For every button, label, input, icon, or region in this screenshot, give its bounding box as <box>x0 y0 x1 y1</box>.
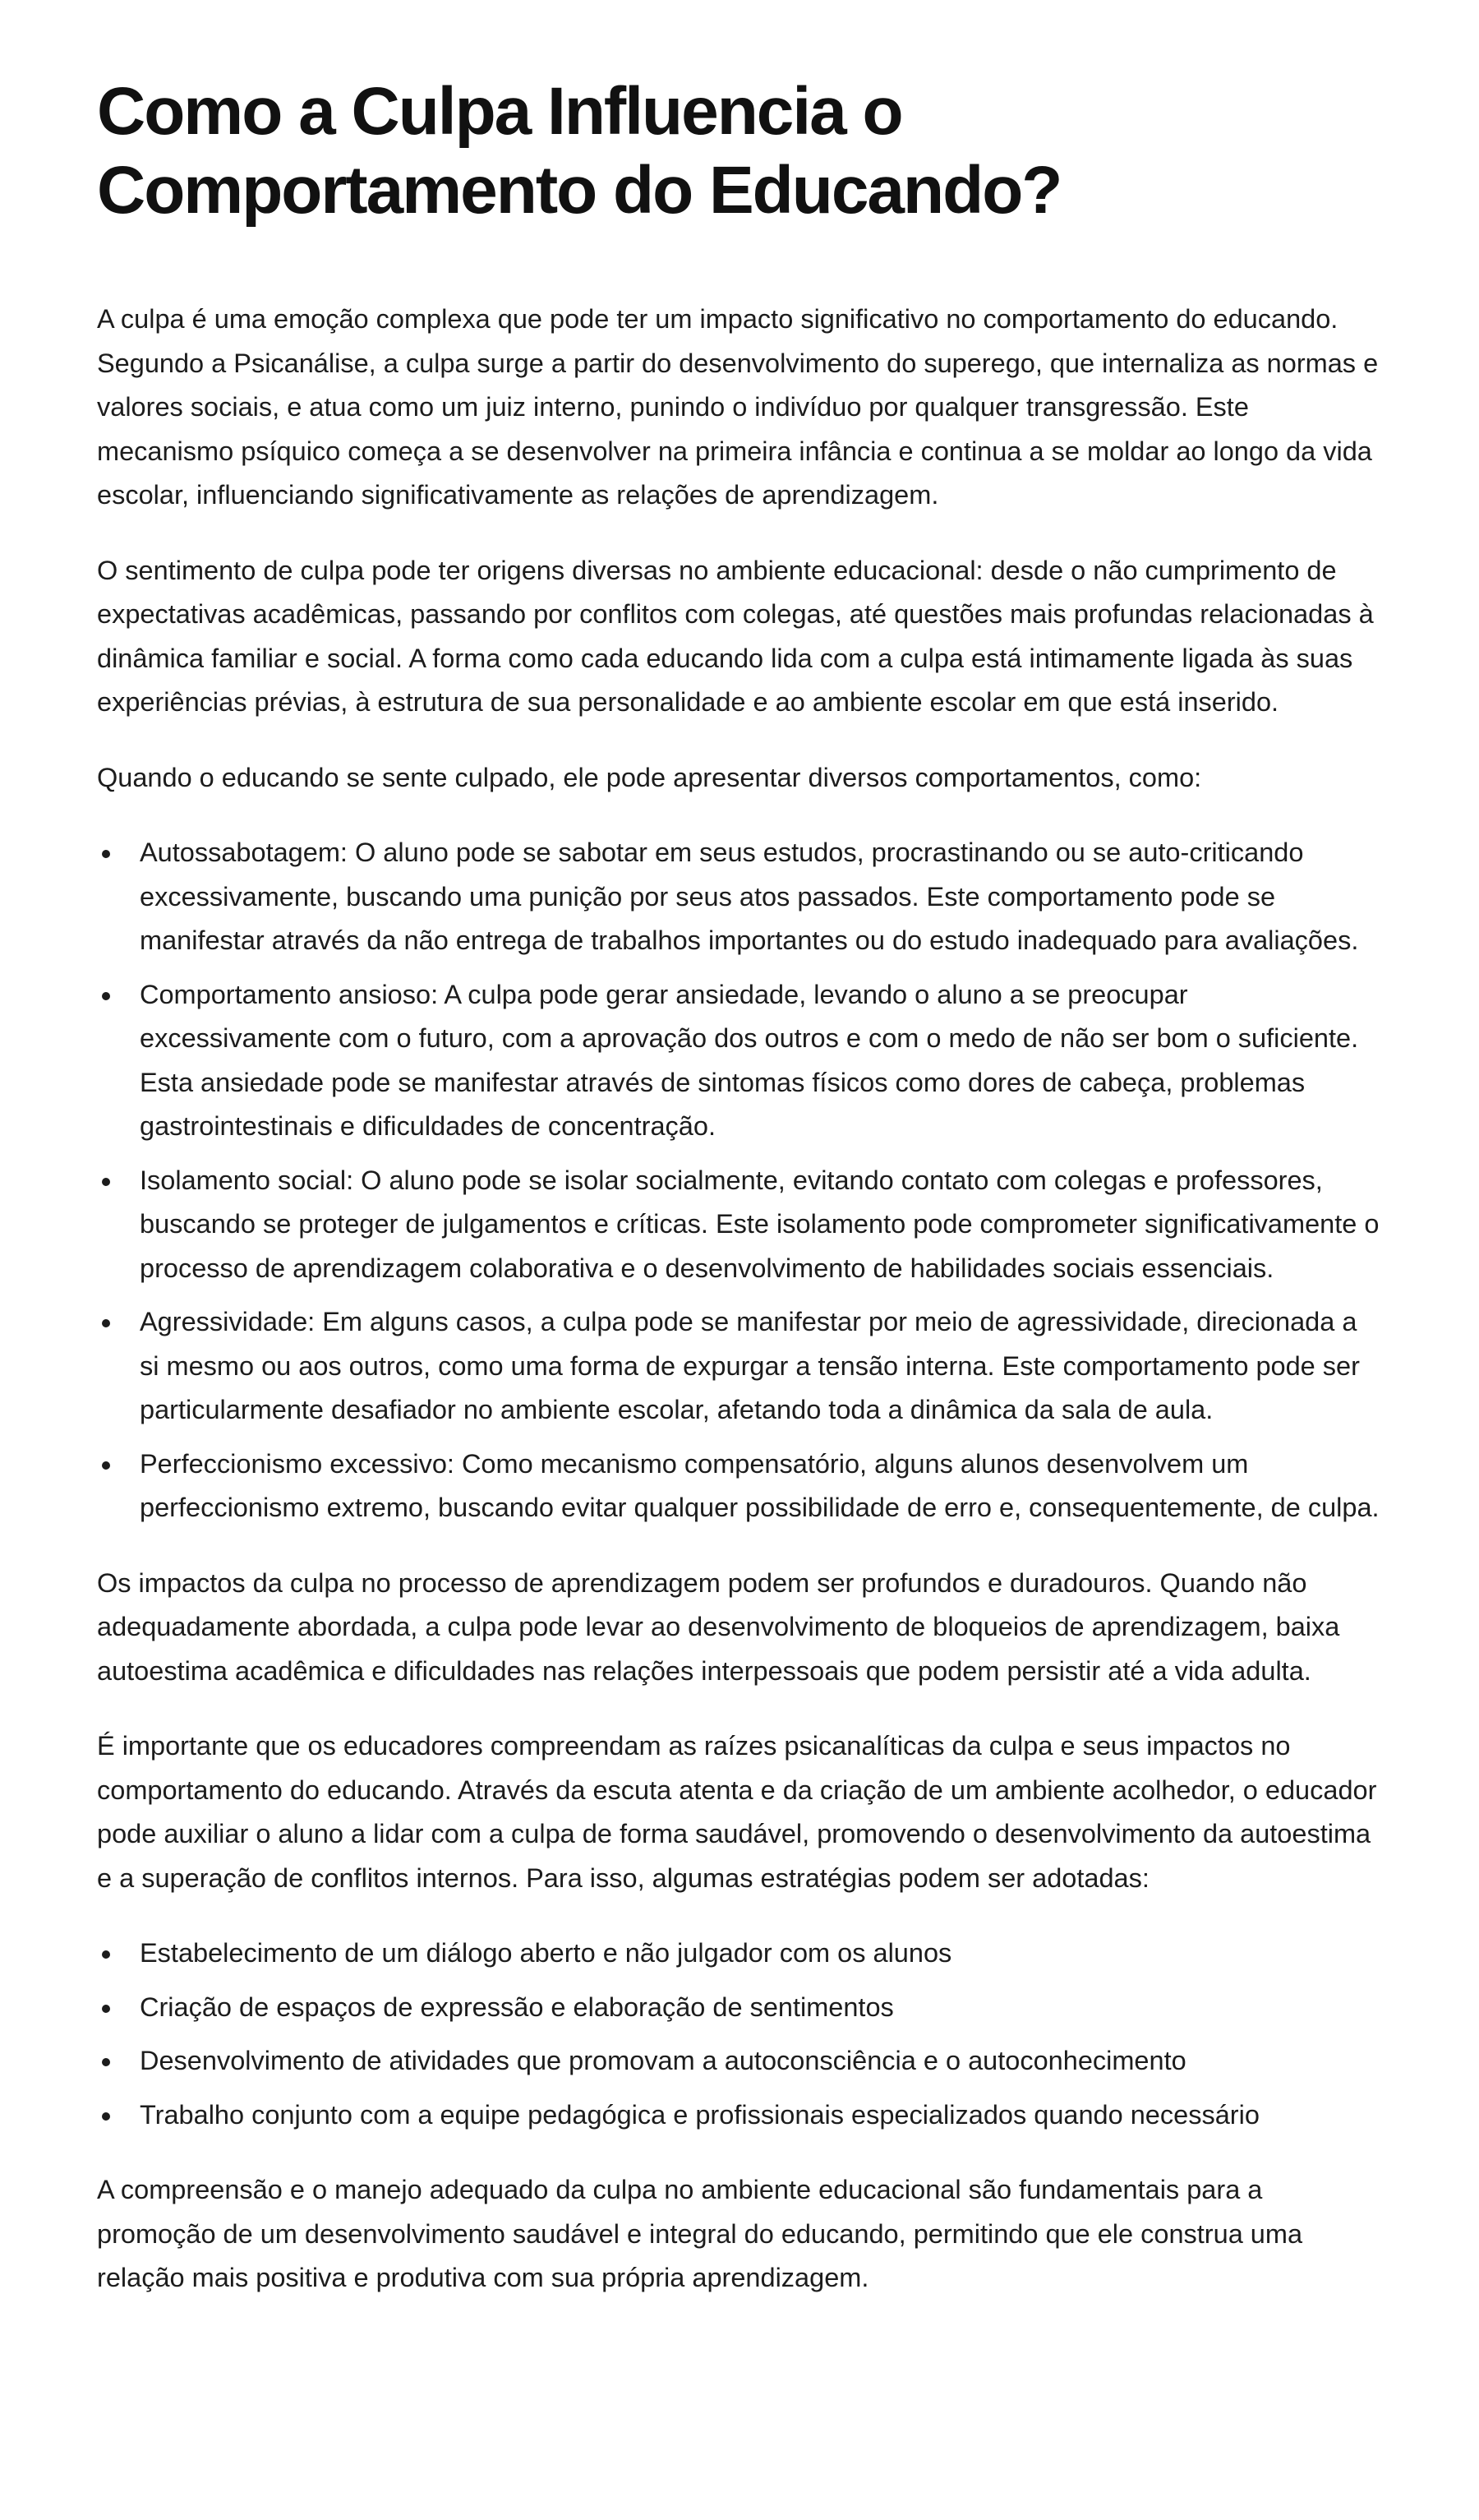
paragraph-origins: O sentimento de culpa pode ter origens diversas no ambiente educacional: desde o não cumprimento de expectativas acadêmicas, passando por conflitos com colegas, até questões mais profundas relacionadas à dinâmica familiar e social. A forma como cada educando lida com a culpa está intimamente ligada às suas experiências prévias, à estrutura de sua personalidade e ao ambiente escolar em que está inserido. <box>97 555 1374 717</box>
list-item: Desenvolvimento de atividades que promovam a autoconsciência e o autoconhecimento <box>97 2039 1382 2084</box>
list-item: Perfeccionismo excessivo: Como mecanismo compensatório, alguns alunos desenvolvem um perfeccionismo extremo, buscando evitar qualquer possibilidade de erro e, consequentemente, de culpa. <box>97 1442 1382 1530</box>
list-item: Agressividade: Em alguns casos, a culpa pode se manifestar por meio de agressividade, direcionada a si mesmo ou aos outros, como uma forma de expurgar a tensão interna. Este comportamento pode ser particularmente desafiador no ambiente escolar, afetando toda a dinâmica da sala de aula. <box>97 1300 1382 1433</box>
paragraph-intro: A culpa é uma emoção complexa que pode ter um impacto significativo no comportamento do educando. Segundo a Psicanálise, a culpa surge a partir do desenvolvimento do superego, que internaliza as normas e valores sociais, e atua como um juiz interno, punindo o indivíduo por qualquer transgressão. Este mecanismo psíquico começa a se desenvolver na primeira infância e continua a se moldar ao longo da vida escolar, influenciando significativamente as relações de aprendizagem. <box>97 304 1379 510</box>
paragraph-impacts: Os impactos da culpa no processo de aprendizagem podem ser profundos e duradouros. Quando não adequadamente abordada, a culpa pode levar ao desenvolvimento de bloqueios de aprendizagem, baixa autoestima acadêmica e dificuldades nas relações interpessoais que podem persistir até a vida adulta. <box>97 1567 1340 1686</box>
strategies-list <box>97 1932 1382 2137</box>
list-item: Trabalho conjunto com a equipe pedagógica e profissionais especializados quando necessário <box>97 2093 1382 2138</box>
list-item: Estabelecimento de um diálogo aberto e não julgador com os alunos <box>97 1932 1382 1976</box>
paragraph-conclusion: A compreensão e o manejo adequado da culpa no ambiente educacional são fundamentais para a promoção de um desenvolvimento saudável e integral do educando, permitindo que ele construa uma relação mais positiva e produtiva com sua própria aprendizagem. <box>97 2175 1303 2292</box>
list-item: Comportamento ansioso: A culpa pode gerar ansiedade, levando o aluno a se preocupar excessivamente com o futuro, com a aprovação dos outros e com o medo de não ser bom o suficiente. Esta ansiedade pode se manifestar através de sintomas físicos como dores de cabeça, problemas gastrointestinais e dificuldades de concentração. <box>97 973 1382 1149</box>
paragraph-educators: É importante que os educadores compreendam as raízes psicanalíticas da culpa e seus impactos no comportamento do educando. Através da escuta atenta e da criação de um ambiente acolhedor, o educador pode auxiliar o aluno a lidar com a culpa de forma saudável, promovendo o desenvolvimento da autoestima e a superação de conflitos internos. Para isso, algumas estratégias podem ser adotadas: <box>97 1731 1377 1893</box>
list-item: Autossabotagem: O aluno pode se sabotar em seus estudos, procrastinando ou se auto-criticando excessivamente, buscando uma punição por seus atos passados. Este comportamento pode se manifestar através da não entrega de trabalhos importantes ou do estudo inadequado para avaliações. <box>97 831 1382 963</box>
list-item: Isolamento social: O aluno pode se isolar socialmente, evitando contato com colegas e professores, buscando se proteger de julgamentos e críticas. Este isolamento pode comprometer significativamente o processo de aprendizagem colaborativa e o desenvolvimento de habilidades sociais essenciais. <box>97 1159 1382 1291</box>
list-item: Criação de espaços de expressão e elaboração de sentimentos <box>97 1986 1382 2030</box>
behaviors-list <box>97 831 1382 1530</box>
paragraph-behaviors-intro: Quando o educando se sente culpado, ele pode apresentar diversos comportamentos, como: <box>97 762 1202 792</box>
page-title: Como a Culpa Influencia o Comportamento do Educando? <box>97 74 1062 228</box>
